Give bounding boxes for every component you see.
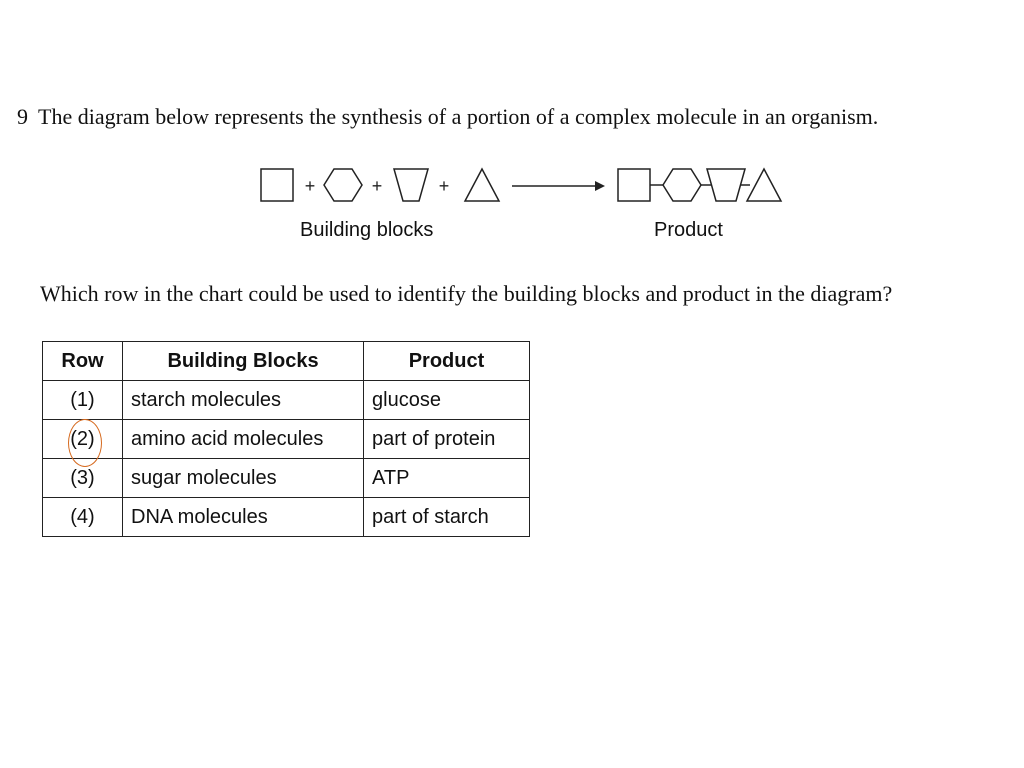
arrow-head-icon (595, 181, 605, 191)
product-trapezoid-icon (707, 169, 745, 201)
building-blocks-cell: starch molecules (123, 381, 364, 420)
trapezoid-icon (394, 169, 428, 201)
question-prompt: The diagram below represents the synthesis of a portion of a complex molecule in an organism. (38, 104, 879, 129)
row-number: (1) (43, 381, 123, 420)
plus-sign: + (371, 176, 383, 196)
product-cell: part of starch (364, 498, 530, 537)
table-row (43, 498, 530, 537)
product-hexagon-icon (663, 169, 701, 201)
product-cell: ATP (364, 459, 530, 498)
product-label: Product (654, 219, 723, 241)
product-cell: glucose (364, 381, 530, 420)
product-square-icon (618, 169, 650, 201)
hexagon-icon (324, 169, 362, 201)
answer-circle-annotation (68, 419, 102, 467)
table-header-row (43, 342, 530, 381)
question-number: 9 (17, 104, 28, 129)
plus-sign: + (438, 176, 450, 196)
table-row (43, 420, 530, 459)
product-cell: part of protein (364, 420, 530, 459)
building-blocks-cell: amino acid molecules (123, 420, 364, 459)
row-number: (3) (43, 459, 123, 498)
header-row: Row (43, 342, 123, 381)
product-triangle-icon (747, 169, 781, 201)
building-blocks-cell: sugar molecules (123, 459, 364, 498)
building-blocks-label: Building blocks (300, 219, 434, 241)
building-blocks-cell: DNA molecules (123, 498, 364, 537)
header-product: Product (364, 342, 530, 381)
table-row (43, 459, 530, 498)
triangle-icon (465, 169, 499, 201)
sub-question-text: Which row in the chart could be used to identify the building blocks and product in the diagram? (40, 281, 893, 306)
answer-chart (42, 341, 530, 537)
row-number: (4) (43, 498, 123, 537)
plus-sign: + (304, 176, 316, 196)
table-row (43, 381, 530, 420)
square-icon (261, 169, 293, 201)
header-building-blocks: Building Blocks (123, 342, 364, 381)
row-number: (2) (43, 420, 123, 459)
